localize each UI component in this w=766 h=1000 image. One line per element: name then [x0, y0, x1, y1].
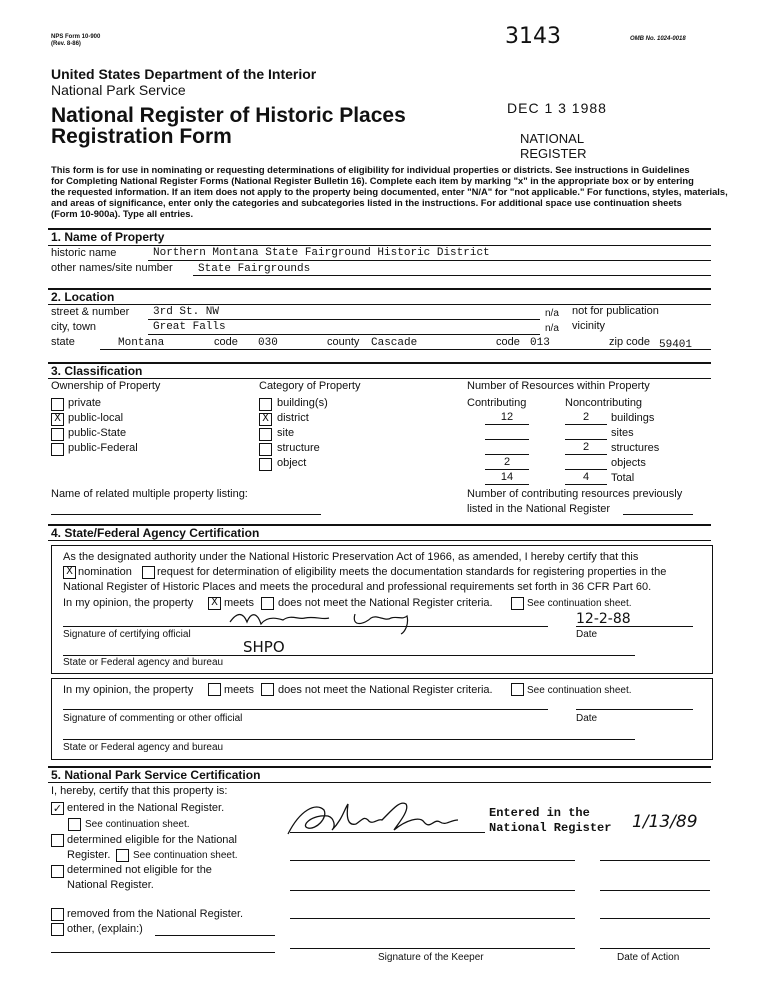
- related-listing-field[interactable]: [51, 514, 321, 515]
- see-continuation4-checkbox[interactable]: [116, 849, 129, 862]
- historic-name-label: historic name: [51, 247, 117, 259]
- action-date-line[interactable]: [600, 948, 710, 949]
- field-line: [565, 469, 607, 470]
- other-label: other, (explain:): [67, 923, 143, 935]
- does-not-meet2-checkbox[interactable]: [261, 683, 274, 696]
- meets-label: meets: [224, 597, 254, 609]
- date-of-action-value: 1/13/89: [632, 812, 698, 832]
- state-code-label: code: [214, 336, 238, 348]
- determined-eligible-checkbox[interactable]: [51, 834, 64, 847]
- noncontributing-buildings: 2: [582, 411, 590, 423]
- determined-not-eligible-label-2: National Register.: [67, 879, 154, 891]
- not-for-publication-label: not for publication: [572, 305, 659, 317]
- city-field[interactable]: Great Falls: [153, 321, 226, 333]
- other-explain-line[interactable]: [51, 952, 275, 953]
- total-label: Total: [611, 472, 635, 484]
- omb-number: OMB No. 1024-0018: [630, 36, 686, 42]
- signature-line[interactable]: [63, 709, 548, 710]
- ownership-public-federal-checkbox[interactable]: [51, 443, 64, 456]
- nps-certify-intro: I, hereby, certify that this property is:: [51, 785, 228, 797]
- category-object-label: object: [277, 457, 307, 469]
- field-line: [100, 349, 711, 350]
- category-heading: Category of Property: [259, 380, 361, 392]
- vicinity-label: vicinity: [572, 320, 606, 332]
- service-name: National Park Service: [51, 82, 186, 98]
- contributing-objects: 2: [503, 456, 511, 468]
- field-line: [148, 260, 711, 261]
- keeper-signature: [282, 790, 482, 850]
- category-district-checkbox[interactable]: X: [259, 413, 272, 426]
- see-continuation-label: See continuation sheet.: [527, 598, 632, 609]
- related-listing-label: Name of related multiple property listing:: [51, 488, 248, 500]
- field-line: [485, 424, 529, 425]
- determined-not-eligible-label: determined not eligible for the: [67, 864, 212, 876]
- field-line: [565, 424, 607, 425]
- noncontributing-structures: 2: [582, 441, 590, 453]
- category-structure-label: structure: [277, 442, 320, 454]
- signature-line[interactable]: [63, 626, 548, 627]
- divider: [48, 245, 711, 246]
- entered-stamp-line2: National Register: [489, 821, 612, 835]
- see-continuation2-checkbox[interactable]: [511, 683, 524, 696]
- category-site-checkbox[interactable]: [259, 428, 272, 441]
- signature-commenting-label: Signature of commenting or other official: [63, 713, 243, 724]
- nomination-checkbox[interactable]: X: [63, 566, 76, 579]
- previously-listed-label-2: listed in the National Register: [467, 503, 611, 515]
- previously-listed-field[interactable]: [623, 514, 693, 515]
- category-buildings-label: building(s): [277, 397, 328, 409]
- other-explain-field[interactable]: [155, 935, 275, 936]
- determined-not-eligible-checkbox[interactable]: [51, 865, 64, 878]
- instructions-line: and areas of significance, enter only the categories and subcategories listed in the instructions. For additional space use continuation sheets: [51, 197, 682, 208]
- zip-field[interactable]: 59401: [659, 339, 693, 351]
- state-code-field[interactable]: 030: [258, 337, 278, 349]
- action-date-line[interactable]: [600, 890, 710, 891]
- keeper-line[interactable]: [290, 918, 575, 919]
- see-continuation-checkbox[interactable]: [511, 597, 524, 610]
- commenting-date-label: Date: [576, 713, 598, 724]
- divider: [48, 540, 711, 541]
- field-line: [485, 454, 529, 455]
- opinion2-label: In my opinion, the property: [63, 684, 194, 696]
- removed-label: removed from the National Register.: [67, 908, 244, 920]
- instructions-line: for Completing National Register Forms (National Register Bulletin 16). Complete each item by marking "x" in the appropriate box or by entering: [51, 175, 694, 186]
- agency-line[interactable]: [63, 739, 635, 740]
- state-agency-value: SHPO: [243, 638, 285, 656]
- contributing-total: 14: [500, 471, 514, 483]
- certification-text-1: As the designated authority under the National Historic Preservation Act of 1966, as amended, I hereby certify that this: [63, 551, 639, 563]
- ownership-private-label: private: [68, 397, 102, 409]
- na-vicinity: n/a: [545, 323, 559, 334]
- section-2-heading: 2. Location: [51, 290, 115, 304]
- section-divider: [48, 288, 711, 290]
- buildings-label: buildings: [611, 412, 655, 424]
- entered-stamp-line1: Entered in the: [489, 806, 590, 820]
- agency2-label: State or Federal agency and bureau: [63, 742, 224, 753]
- see-continuation4-label: See continuation sheet.: [133, 850, 238, 861]
- date-line[interactable]: [576, 709, 693, 710]
- divider: [48, 782, 711, 783]
- keeper-line[interactable]: [290, 860, 575, 861]
- instructions-line: the requested information. If an item does not apply to the property being documented, enter "N/A" for "not applicable." For functions, styles, materials,: [51, 186, 728, 197]
- certifying-official-signature: [225, 604, 425, 636]
- removed-checkbox[interactable]: [51, 908, 64, 921]
- see-continuation3-checkbox[interactable]: [68, 818, 81, 831]
- previously-listed-label-1: Number of contributing resources previously: [467, 488, 683, 500]
- other-checkbox[interactable]: [51, 923, 64, 936]
- field-line: [193, 275, 711, 276]
- section-divider: [48, 362, 711, 364]
- na-not-for-publication: n/a: [545, 308, 559, 319]
- other-names-label: other names/site number: [51, 262, 173, 274]
- date-of-action-label: Date of Action: [617, 952, 680, 963]
- meets2-checkbox[interactable]: [208, 683, 221, 696]
- field-line: [565, 439, 607, 440]
- action-date-line[interactable]: [600, 918, 710, 919]
- certification-text-2: request for determination of eligibility meets the documentation standards for registering properties in the: [157, 566, 667, 578]
- see-continuation2-label: See continuation sheet.: [527, 685, 632, 696]
- street-field[interactable]: 3rd St. NW: [153, 306, 220, 318]
- instructions-line: This form is for use in nominating or requesting determinations of eligibility for individual properties or districts. See instructions in Guidelines: [51, 164, 690, 175]
- form-number: NPS Form 10-900: [51, 34, 101, 40]
- other-names-field[interactable]: State Fairgrounds: [198, 263, 311, 275]
- historic-name-field[interactable]: Northern Montana State Fairground Historic District: [153, 247, 490, 259]
- contributing-heading: Contributing: [467, 397, 527, 409]
- signature-certifying-label: Signature of certifying official: [63, 629, 191, 640]
- keeper-line[interactable]: [290, 890, 575, 891]
- entered-label: entered in the National Register.: [67, 802, 225, 814]
- see-continuation3-label: See continuation sheet.: [85, 819, 190, 830]
- ownership-public-local-label: public-local: [68, 412, 124, 424]
- noncontributing-total: 4: [582, 471, 590, 483]
- field-line: [485, 439, 529, 440]
- county-field[interactable]: Cascade: [371, 337, 418, 349]
- certification-date-value: 12-2-88: [576, 611, 631, 627]
- keeper-signature-label: Signature of the Keeper: [378, 952, 484, 963]
- state-agency-label: State or Federal agency and bureau: [63, 657, 224, 668]
- determined-eligible-label-2: Register.: [67, 849, 111, 861]
- meets-checkbox[interactable]: X: [208, 597, 221, 610]
- field-line: [148, 319, 540, 320]
- nomination-label: nomination: [78, 566, 132, 578]
- certification-text-3: National Register of Historic Places and meets the procedural and professional requirements set forth in 36 CFR Part 60.: [63, 581, 652, 593]
- resources-heading: Number of Resources within Property: [467, 380, 650, 392]
- handwritten-reference-number: 3143: [505, 24, 561, 49]
- county-label: county: [327, 336, 360, 348]
- ownership-public-federal-label: public-Federal: [68, 442, 138, 454]
- structures-label: structures: [611, 442, 660, 454]
- department-name: United States Department of the Interior: [51, 66, 317, 82]
- entered-checkbox[interactable]: ✓: [52, 802, 63, 815]
- received-date-stamp: DEC 1 3 1988: [507, 100, 607, 116]
- certification-date-label: Date: [576, 629, 598, 640]
- category-object-checkbox[interactable]: [259, 458, 272, 471]
- county-code-label: code: [496, 336, 520, 348]
- noncontributing-heading: Noncontributing: [565, 397, 643, 409]
- determined-eligible-label: determined eligible for the National: [67, 834, 237, 846]
- field-line: [485, 484, 529, 485]
- category-site-label: site: [277, 427, 295, 439]
- action-date-line[interactable]: [600, 860, 710, 861]
- page-subtitle: Registration Form: [51, 125, 232, 148]
- divider: [48, 378, 711, 379]
- stamp-national: NATIONAL: [520, 131, 585, 146]
- ownership-private-checkbox[interactable]: [51, 398, 64, 411]
- stamp-register: REGISTER: [520, 146, 587, 161]
- contributing-buildings: 12: [500, 411, 514, 423]
- ownership-heading: Ownership of Property: [51, 380, 161, 392]
- agency-line[interactable]: [63, 655, 635, 656]
- street-label: street & number: [51, 306, 130, 318]
- opinion-label: In my opinion, the property: [63, 597, 194, 609]
- section-3-heading: 3. Classification: [51, 364, 143, 378]
- state-label: state: [51, 336, 75, 348]
- city-label: city, town: [51, 321, 97, 333]
- state-field[interactable]: Montana: [118, 337, 165, 349]
- date-line[interactable]: [576, 626, 693, 627]
- keeper-line[interactable]: [290, 832, 485, 833]
- page-title: National Register of Historic Places: [51, 104, 406, 127]
- field-line: [485, 469, 529, 470]
- ownership-public-state-label: public-State: [68, 427, 127, 439]
- does-not-meet-label: does not meet the National Register criteria.: [278, 597, 493, 609]
- category-buildings-checkbox[interactable]: [259, 398, 272, 411]
- section-1-heading: 1. Name of Property: [51, 230, 165, 244]
- field-line: [148, 334, 540, 335]
- section-4-heading: 4. State/Federal Agency Certification: [51, 526, 260, 540]
- category-structure-checkbox[interactable]: [259, 443, 272, 456]
- request-checkbox[interactable]: [142, 566, 155, 579]
- ownership-public-local-checkbox[interactable]: X: [51, 413, 64, 426]
- meets2-label: meets: [224, 684, 254, 696]
- instructions-line: (Form 10-900a). Type all entries.: [51, 208, 194, 219]
- field-line: [565, 484, 607, 485]
- category-district-label: district: [277, 412, 309, 424]
- county-code-field[interactable]: 013: [530, 337, 550, 349]
- sites-label: sites: [611, 427, 634, 439]
- field-line: [565, 454, 607, 455]
- keeper-line[interactable]: [290, 948, 575, 949]
- zip-label: zip code: [609, 336, 650, 348]
- form-revision: (Rev. 8-86): [51, 41, 81, 47]
- section-5-heading: 5. National Park Service Certification: [51, 768, 261, 782]
- objects-label: objects: [611, 457, 646, 469]
- ownership-public-state-checkbox[interactable]: [51, 428, 64, 441]
- does-not-meet2-label: does not meet the National Register criteria.: [278, 684, 493, 696]
